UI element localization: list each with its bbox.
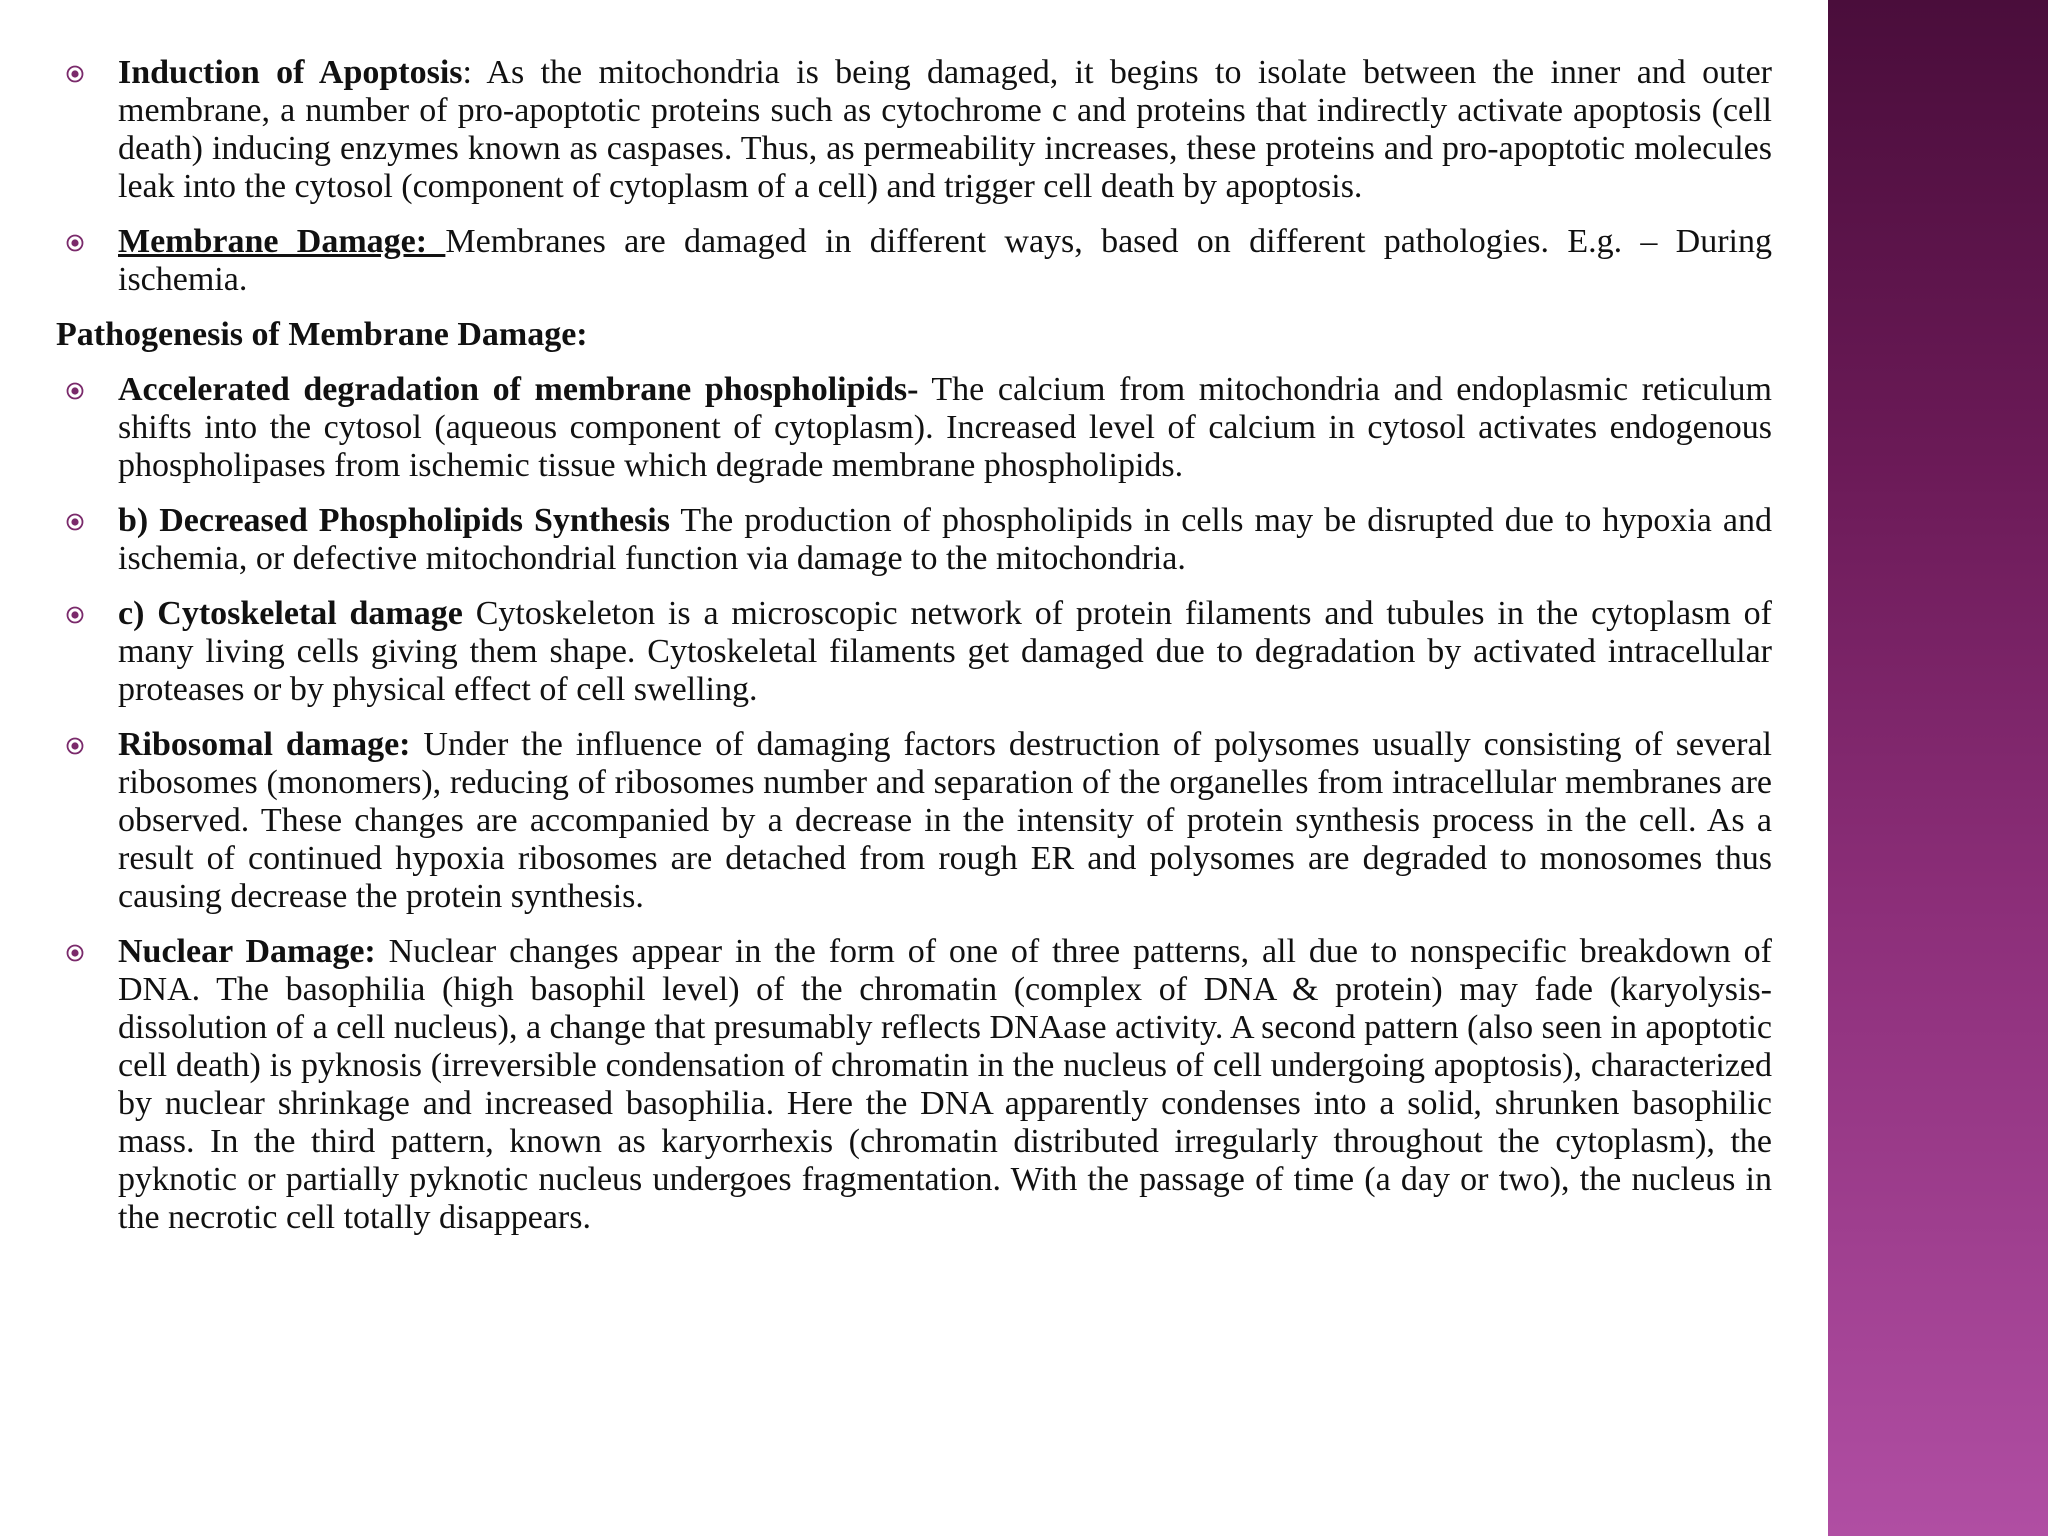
bullet-title: Nuclear Damage: [118, 933, 376, 970]
bullet-text: The calcium from mitochondria and endoplasmic reticulum shifts into the cytosol (aqueous component of cytoplasm). Increased level of calcium in cytosol activates endogenous phospholipases from ischemic tissue which degrade membrane phospholipids. [118, 371, 1772, 484]
bullet-text: Cytoskeleton is a microscopic network of protein filaments and tubules in the cytoplasm of many living cells giving them shape. Cytoskeletal filaments get damaged due to degradation by activated intracellular proteases or by physical effect of cell swelling. [118, 595, 1772, 708]
bullet-nuclear-damage [56, 933, 1772, 1237]
decorative-side-panel [1828, 0, 2048, 1536]
circled-dot-icon [66, 234, 84, 252]
section-heading: Pathogenesis of Membrane Damage: [56, 316, 588, 353]
bullet-induction-of-apoptosis [56, 54, 1772, 206]
bullet-title: Accelerated degradation of membrane phospholipids- [118, 371, 919, 408]
circled-dot-icon [66, 65, 84, 83]
bullet-cytoskeletal-damage [56, 595, 1772, 709]
bullet-title: Ribosomal damage: [118, 726, 411, 763]
bullet-text: Under the influence of damaging factors destruction of polysomes usually consisting of several ribosomes (monomers), reducing of ribosomes number and separation of the organelles from intracellular membranes are observed. These changes are accompanied by a decrease in the intensity of protein synthesis process in the cell. As a result of continued hypoxia ribosomes are detached from rough ER and polysomes are degraded to monosomes thus causing decrease the protein synthesis. [118, 726, 1772, 915]
bullet-text: Nuclear changes appear in the form of one of three patterns, all due to nonspecific breakdown of DNA. The basophilia (high basophil level) of the chromatin (complex of DNA & protein) may fade (karyolysis- dissolution of a cell nucleus), a change that presumably reflects DNAase activity. A second pattern (also seen in apoptotic cell death) is pyknosis (irreversible condensation of chromatin in the nucleus of cell undergoing apoptosis), characterized by nuclear shrinkage and increased basophilia. Here the DNA apparently condenses into a solid, shrunken basophilic mass. In the third pattern, known as karyorrhexis (chromatin distributed irregularly throughout the cytoplasm), the pyknotic or partially pyknotic nucleus undergoes fragmentation. With the passage of time (a day or two), the nucleus in the necrotic cell totally disappears. [118, 933, 1773, 1236]
circled-dot-icon [66, 944, 84, 962]
bullet-title: b) Decreased Phospholipids Synthesis [118, 502, 670, 539]
bullet-text: Membranes are damaged in different ways, based on different pathologies. E.g. – During ischemia. [118, 223, 1772, 298]
bullet-membrane-damage [56, 223, 1772, 299]
circled-dot-icon [66, 382, 84, 400]
bullet-ribosomal-damage [56, 726, 1772, 916]
circled-dot-icon [66, 513, 84, 531]
bullet-title: Induction of Apoptosis [118, 54, 463, 91]
bullet-title: Membrane Damage: [118, 223, 446, 260]
bullet-title: c) Cytoskeletal damage [118, 595, 463, 632]
bullet-text: : As the mitochondria is being damaged, it begins to isolate between the inner and outer membrane, a number of pro-apoptotic proteins such as cytochrome c and proteins that indirectly activate apoptosis (cell death) inducing enzymes known as caspases. Thus, as permeability increases, these proteins and pro-apoptotic molecules leak into the cytosol (component of cytoplasm of a cell) and trigger cell death by apoptosis. [118, 54, 1772, 205]
circled-dot-icon [66, 737, 84, 755]
bullet-text: The production of phospholipids in cells may be disrupted due to hypoxia and ischemia, or defective mitochondrial function via damage to the mitochondria. [118, 502, 1772, 577]
circled-dot-icon [66, 606, 84, 624]
bullet-accelerated-degradation [56, 371, 1772, 485]
slide-content [56, 54, 1772, 1254]
bullet-decreased-phospholipids-synthesis [56, 502, 1772, 578]
